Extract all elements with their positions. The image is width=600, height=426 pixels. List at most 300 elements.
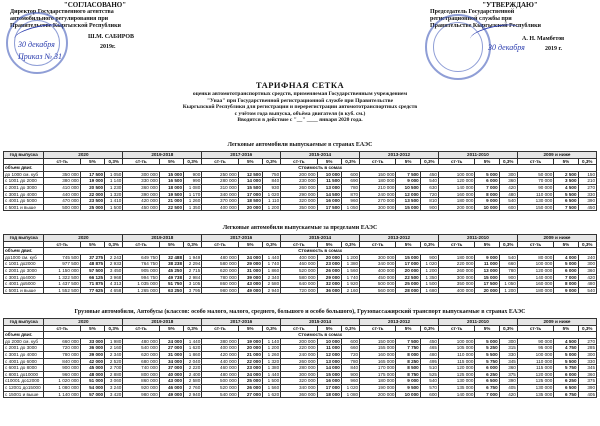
col-cost-header: ст-ть xyxy=(517,241,553,248)
approval-line: Правительстве Кыргызской Республики xyxy=(10,23,122,29)
col-cost-header: ст-ть xyxy=(123,241,159,248)
value-cell: 6 500 xyxy=(554,198,578,205)
value-cell: 810 xyxy=(420,198,438,205)
value-cell: 1 200 xyxy=(341,254,359,261)
section-title-eaeu-cars: Легковые автомобили выпускаемые в странах ЕАЭС xyxy=(227,142,373,148)
col-5pct-header: 5% xyxy=(238,325,262,332)
value-cell: 210 000 xyxy=(360,184,396,191)
col-cost-header: ст-ть xyxy=(281,158,317,165)
value-cell: 9 000 xyxy=(475,254,499,261)
value-cell: 140 000 xyxy=(438,391,474,398)
value-cell: 1 200 xyxy=(262,204,280,211)
value-cell: 200 000 xyxy=(360,391,396,398)
value-cell: 12 000 xyxy=(396,191,420,198)
value-cell: 600 xyxy=(499,204,517,211)
value-cell: 24 000 xyxy=(238,371,262,378)
value-cell: 1 080 xyxy=(341,391,359,398)
value-cell: 115 000 xyxy=(438,358,474,365)
value-cell: 170 000 xyxy=(360,365,396,372)
value-cell: 994 750 xyxy=(123,274,159,281)
value-cell: 350 000 xyxy=(438,281,474,288)
value-cell: 1 500 xyxy=(420,281,438,288)
value-cell: 26 000 xyxy=(317,267,341,274)
col-5pct-header: 5% xyxy=(238,241,262,248)
value-cell: 764 750 xyxy=(123,261,159,268)
value-cell: 90 000 xyxy=(517,184,553,191)
value-cell: 13 000 xyxy=(475,267,499,274)
value-cell: 22 500 xyxy=(159,204,183,211)
value-cell: 380 000 xyxy=(202,338,238,345)
value-cell: 7 500 xyxy=(554,204,578,211)
value-cell: 7 500 xyxy=(396,338,420,345)
value-cell: 180 000 xyxy=(438,198,474,205)
value-cell: 2 220 xyxy=(184,365,202,372)
col-cost-header: ст-ть xyxy=(360,158,396,165)
value-cell: 450 xyxy=(420,338,438,345)
col-cost-header: ст-ть xyxy=(281,241,317,248)
table-row xyxy=(4,184,597,191)
value-cell: 2 940 xyxy=(262,287,280,294)
value-cell: 17 500 xyxy=(475,281,499,288)
engine-volume-cell: с 12001 до15000 xyxy=(4,384,44,391)
value-cell: 260 000 xyxy=(438,267,474,274)
value-cell: 380 000 xyxy=(44,178,80,185)
value-cell: 3 968 xyxy=(105,274,123,281)
value-cell: 500 000 xyxy=(360,281,396,288)
table-row xyxy=(4,261,597,268)
value-cell: 21 000 xyxy=(159,198,183,205)
col-03pct-header: 0,3% xyxy=(184,325,202,332)
table-row xyxy=(4,345,597,352)
value-cell: 480 xyxy=(499,191,517,198)
value-cell: 16 000 xyxy=(317,378,341,385)
value-cell: 29 000 xyxy=(238,261,262,268)
value-cell: 1 740 xyxy=(262,261,280,268)
approval-line: автомобильного регулирования при xyxy=(10,16,109,22)
col-03pct-header: 0,3% xyxy=(499,325,517,332)
value-cell: 2 940 xyxy=(184,391,202,398)
value-cell: 2 160 xyxy=(105,345,123,352)
table-row xyxy=(4,287,597,294)
document-title: ТАРИФНАЯ СЕТКА xyxy=(255,80,345,90)
value-cell: 720 000 xyxy=(281,287,317,294)
value-cell: 300 xyxy=(499,171,517,178)
table-row xyxy=(4,191,597,198)
value-cell: 26 000 xyxy=(238,384,262,391)
value-cell: 120 000 xyxy=(517,267,553,274)
engine-volume-cell: с 5001 и выше xyxy=(4,287,44,294)
value-cell: 1 050 xyxy=(105,171,123,178)
col-cost-header: ст-ть xyxy=(438,241,474,248)
col-03pct-header: 0,3% xyxy=(578,241,596,248)
value-cell: 540 xyxy=(420,378,438,385)
col-cost-header: ст-ть xyxy=(123,325,159,332)
value-cell: 4 000 xyxy=(554,254,578,261)
value-cell: 51 000 xyxy=(80,378,104,385)
col-5pct-header: 5% xyxy=(317,241,341,248)
value-cell: 920 000 xyxy=(123,384,159,391)
signature-year-left: 2019г. xyxy=(100,44,116,50)
value-cell: 150 xyxy=(578,171,596,178)
col-03pct-header: 0,3% xyxy=(578,325,596,332)
value-cell: 600 xyxy=(420,391,438,398)
value-cell: 2 580 xyxy=(262,281,280,288)
value-cell: 4 750 xyxy=(554,345,578,352)
value-cell: 6 000 xyxy=(475,365,499,372)
value-cell: 500 000 xyxy=(202,378,238,385)
value-cell: 190 000 xyxy=(360,384,396,391)
value-cell: 8 250 xyxy=(396,358,420,365)
col-cost-header: ст-ть xyxy=(517,325,553,332)
value-cell: 16 500 xyxy=(159,178,183,185)
value-cell: 13 500 xyxy=(396,198,420,205)
value-cell: 270 000 xyxy=(360,198,396,205)
value-cell: 23 000 xyxy=(317,261,341,268)
col-5pct-header: 5% xyxy=(238,158,262,165)
value-cell: 960 xyxy=(341,378,359,385)
value-cell: 2 243 xyxy=(105,254,123,261)
table-row xyxy=(4,384,597,391)
value-cell: 15 500 xyxy=(238,184,262,191)
value-cell: 105 000 xyxy=(438,345,474,352)
col-03pct-header: 0,3% xyxy=(341,158,359,165)
value-cell: 600 xyxy=(341,171,359,178)
value-cell: 37 275 xyxy=(80,254,104,261)
value-cell: 1 150 000 xyxy=(44,267,80,274)
value-cell: 405 xyxy=(578,391,596,398)
value-cell: 5 250 xyxy=(475,345,499,352)
subtitle-line: Кыргызской Республики для регистрации и перерегистрации автомототранспортных средств xyxy=(182,104,418,110)
tariff-table-trucks-buses xyxy=(3,318,597,398)
value-cell: 330 xyxy=(499,351,517,358)
cost-in-som-label: Стоимость в сомах xyxy=(44,165,597,172)
value-cell: 580 000 xyxy=(281,274,317,281)
value-cell: 7 750 xyxy=(396,345,420,352)
value-cell: 2 580 xyxy=(184,378,202,385)
value-cell: 8 000 xyxy=(475,191,499,198)
value-cell: 1 440 xyxy=(262,254,280,261)
value-cell: 180 000 xyxy=(517,287,553,294)
value-cell: 15 000 xyxy=(396,254,420,261)
col-5pct-header: 5% xyxy=(80,158,104,165)
value-cell: 745 500 xyxy=(44,254,80,261)
engine-volume-cell: до 2000 см. куб xyxy=(4,338,44,345)
value-cell: 480 000 xyxy=(202,254,238,261)
value-cell: 360 000 xyxy=(281,391,317,398)
table-row xyxy=(4,171,597,178)
value-cell: 800 000 xyxy=(123,371,159,378)
value-cell: 280 000 xyxy=(281,365,317,372)
year-header: 2017-2016 xyxy=(202,152,281,159)
value-cell: 390 xyxy=(578,198,596,205)
value-cell: 420 000 xyxy=(123,198,159,205)
value-cell: 315 xyxy=(499,345,517,352)
value-cell: 220 000 xyxy=(281,345,317,352)
value-cell: 350 000 xyxy=(281,204,317,211)
col-cost-header: ст-ть xyxy=(281,325,317,332)
col-cost-header: ст-ть xyxy=(360,325,396,332)
value-cell: 270 xyxy=(578,184,596,191)
col-03pct-header: 0,3% xyxy=(341,325,359,332)
value-cell: 1 440 xyxy=(184,338,202,345)
value-cell: 10 000 xyxy=(396,391,420,398)
value-cell: 1 350 xyxy=(420,274,438,281)
value-cell: 2 160 xyxy=(341,287,359,294)
value-cell: 4 313 xyxy=(105,281,123,288)
value-cell: 900 xyxy=(420,204,438,211)
value-cell: 1 410 xyxy=(105,198,123,205)
value-cell: 2 040 xyxy=(184,358,202,365)
value-cell: 1 080 xyxy=(184,184,202,191)
col-5pct-header: 5% xyxy=(475,325,499,332)
value-cell: 2 294 xyxy=(184,261,202,268)
value-cell: 110 000 xyxy=(517,191,553,198)
value-cell: 18 500 xyxy=(238,198,262,205)
col-volume-label: объем двиг. xyxy=(4,165,44,172)
value-cell: 1 080 000 xyxy=(44,384,80,391)
engine-volume-cell: с 2001 до 3000 xyxy=(4,345,44,352)
value-cell: 130 000 xyxy=(517,384,553,391)
cost-in-som-label: Стоимость в сомах xyxy=(44,248,597,255)
value-cell: 1 020 xyxy=(420,261,438,268)
value-cell: 45 000 xyxy=(80,365,104,372)
value-cell: 400 000 xyxy=(202,204,238,211)
value-cell: 22 500 xyxy=(396,274,420,281)
value-cell: 90 000 xyxy=(517,338,553,345)
engine-volume-cell: с 5001 и выше xyxy=(4,204,44,211)
value-cell: 440 000 xyxy=(44,191,80,198)
value-cell: 17 000 xyxy=(396,261,420,268)
value-cell: 980 000 xyxy=(202,287,238,294)
year-header: 2019-2018 xyxy=(123,235,202,242)
table-row xyxy=(4,358,597,365)
value-cell: 1 860 xyxy=(262,267,280,274)
value-cell: 480 000 xyxy=(123,338,159,345)
value-cell: 840 xyxy=(341,365,359,372)
col-volume-label: объем двиг. xyxy=(4,248,44,255)
value-cell: 2 760 xyxy=(184,384,202,391)
table-row xyxy=(4,204,597,211)
value-cell: 500 000 xyxy=(44,204,80,211)
value-cell: 24 000 xyxy=(159,338,183,345)
value-cell: 15 000 xyxy=(475,274,499,281)
value-cell: 520 000 xyxy=(281,267,317,274)
value-cell: 3 795 xyxy=(184,287,202,294)
value-cell: 3 500 xyxy=(554,178,578,185)
value-cell: 57 500 xyxy=(80,267,104,274)
col-5pct-header: 5% xyxy=(159,158,183,165)
value-cell: 649 750 xyxy=(123,254,159,261)
value-cell: 40 000 xyxy=(159,371,183,378)
value-cell: 860 000 xyxy=(123,378,159,385)
value-cell: 320 000 xyxy=(281,378,317,385)
value-cell: 2 340 xyxy=(105,351,123,358)
col-03pct-header: 0,3% xyxy=(499,241,517,248)
value-cell: 160 000 xyxy=(360,351,396,358)
value-cell: 66 125 xyxy=(80,274,104,281)
subtitle-line: с учётом года выпуска, объёма двигателя (в куб. см.) xyxy=(234,110,366,117)
engine-volume-cell: с 3001 до 4000 xyxy=(4,351,44,358)
value-cell: 1 560 xyxy=(341,267,359,274)
value-cell: 780 xyxy=(341,358,359,365)
value-cell: 540 000 xyxy=(202,391,238,398)
engine-volume-cell: с 15001 и выше xyxy=(4,391,44,398)
engine-volume-cell: с 6001 до 8000 xyxy=(4,365,44,372)
value-cell: 14 000 xyxy=(238,178,262,185)
value-cell: 977 500 xyxy=(44,261,80,268)
value-cell: 350 000 xyxy=(44,171,80,178)
value-cell: 115 000 xyxy=(517,365,553,372)
engine-volume-cell: с 2001 до 3000 xyxy=(4,267,44,274)
col-5pct-header: 5% xyxy=(396,325,420,332)
engine-volume-cell: с 3001 до 4000 xyxy=(4,191,44,198)
value-cell: 1 350 xyxy=(184,204,202,211)
value-cell: 1 260 xyxy=(184,198,202,205)
value-cell: 3 240 xyxy=(105,384,123,391)
value-cell: 5 000 xyxy=(554,351,578,358)
value-cell: 135 000 xyxy=(438,384,474,391)
value-cell: 560 000 xyxy=(360,287,396,294)
signer-name-left: Ш.М. САБИРОВ xyxy=(88,34,135,40)
value-cell: 360 000 xyxy=(123,184,159,191)
engine-volume-cell: с 8001 до10000 xyxy=(4,371,44,378)
value-cell: 25 000 xyxy=(80,204,104,211)
value-cell: 5 000 xyxy=(554,261,578,268)
value-cell: 28 000 xyxy=(396,287,420,294)
value-cell: 6 750 xyxy=(554,391,578,398)
value-cell: 420 xyxy=(499,391,517,398)
col-cost-header: ст-ть xyxy=(202,241,238,248)
value-cell: 300 000 xyxy=(360,204,396,211)
value-cell: 1 200 xyxy=(499,287,517,294)
value-cell: 22 000 xyxy=(80,191,104,198)
value-cell: 1 620 xyxy=(262,391,280,398)
value-cell: 480 000 xyxy=(202,371,238,378)
value-cell: 15 000 xyxy=(317,371,341,378)
value-cell: 460 000 xyxy=(281,261,317,268)
value-cell: 20 000 xyxy=(475,287,499,294)
value-cell: 1 050 xyxy=(341,204,359,211)
value-cell: 5 500 xyxy=(554,358,578,365)
year-header: 2009 и ниже xyxy=(517,235,596,242)
year-header: 2011-2010 xyxy=(438,152,517,159)
value-cell: 1 265 000 xyxy=(123,287,159,294)
value-cell: 38 238 xyxy=(159,261,183,268)
value-cell: 48 875 xyxy=(80,261,104,268)
value-cell: 160 000 xyxy=(438,191,474,198)
value-cell: 220 000 xyxy=(438,261,474,268)
col-cost-header: ст-ть xyxy=(44,241,80,248)
engine-volume-cell: с10001 до12000 xyxy=(4,378,44,385)
value-cell: 330 000 xyxy=(123,178,159,185)
value-cell: 540 xyxy=(499,198,517,205)
value-cell: 135 000 xyxy=(517,391,553,398)
value-cell: 7 000 xyxy=(475,391,499,398)
col-03pct-header: 0,3% xyxy=(578,158,596,165)
col-5pct-header: 5% xyxy=(317,158,341,165)
value-cell: 11 500 xyxy=(317,178,341,185)
table-row xyxy=(4,198,597,205)
subtitle-line: оценки автомототранспортных средств, применяемая Государственным учреждением xyxy=(192,91,408,97)
value-cell: 540 xyxy=(578,287,596,294)
value-cell: 780 xyxy=(341,184,359,191)
value-cell: 7 000 xyxy=(475,184,499,191)
value-cell: 31 000 xyxy=(159,351,183,358)
value-cell: 100 000 xyxy=(517,261,553,268)
value-cell: 29 000 xyxy=(317,274,341,281)
col-5pct-header: 5% xyxy=(475,241,499,248)
value-cell: 17 000 xyxy=(238,191,262,198)
value-cell: 1 170 xyxy=(184,191,202,198)
value-cell: 7 000 xyxy=(554,274,578,281)
year-header: 2019-2018 xyxy=(123,152,202,159)
value-cell: 540 xyxy=(420,178,438,185)
value-cell: 120 000 xyxy=(517,371,553,378)
value-cell: 900 000 xyxy=(44,365,80,372)
value-cell: 260 000 xyxy=(281,184,317,191)
value-cell: 6 000 xyxy=(554,371,578,378)
value-cell: 1 110 xyxy=(262,198,280,205)
value-cell: 660 000 xyxy=(44,338,80,345)
value-cell: 100 000 xyxy=(517,351,553,358)
value-cell: 16 000 xyxy=(317,198,341,205)
value-cell: 1 440 xyxy=(262,371,280,378)
year-header: 2015-2014 xyxy=(281,235,360,242)
value-cell: 36 000 xyxy=(317,287,341,294)
value-cell: 6 250 xyxy=(475,371,499,378)
year-header: 2013-2012 xyxy=(360,235,439,242)
value-cell: 2 715 xyxy=(184,267,202,274)
year-header: 2013-2012 xyxy=(360,152,439,159)
value-cell: 570 xyxy=(420,384,438,391)
value-cell: 7 500 xyxy=(396,171,420,178)
value-cell: 1 980 xyxy=(105,338,123,345)
value-cell: 27 000 xyxy=(238,391,262,398)
value-cell: 480 xyxy=(420,351,438,358)
engine-volume-cell: с 3001 до4000 xyxy=(4,274,44,281)
value-cell: 720 xyxy=(341,351,359,358)
value-cell: 525 xyxy=(420,371,438,378)
value-cell: 15 000 xyxy=(159,171,183,178)
value-cell: 4 658 xyxy=(105,287,123,294)
value-cell: 14 500 xyxy=(317,191,341,198)
value-cell: 17 000 xyxy=(317,384,341,391)
value-cell: 9 500 xyxy=(396,384,420,391)
value-cell: 32 488 xyxy=(159,254,183,261)
value-cell: 57 000 xyxy=(80,391,104,398)
value-cell: 9 000 xyxy=(396,178,420,185)
value-cell: 48 000 xyxy=(80,371,104,378)
value-cell: 5 750 xyxy=(554,365,578,372)
value-cell: 1 035 000 xyxy=(123,281,159,288)
value-cell: 22 000 xyxy=(238,358,262,365)
table-row xyxy=(4,391,597,398)
value-cell: 80 000 xyxy=(517,254,553,261)
year-header: 2011-2010 xyxy=(438,235,517,242)
approval-line: Председатель Государственной xyxy=(430,9,515,15)
value-cell: 1 140 000 xyxy=(44,391,80,398)
value-cell: 51 750 xyxy=(159,281,183,288)
value-cell: 15 000 xyxy=(396,204,420,211)
value-cell: 9 000 xyxy=(554,287,578,294)
value-cell: 520 000 xyxy=(202,384,238,391)
value-cell: 2 500 xyxy=(554,171,578,178)
value-cell: 17 500 xyxy=(80,171,104,178)
value-cell: 9 000 xyxy=(475,198,499,205)
value-cell: 140 000 xyxy=(517,274,553,281)
engine-volume-cell: с 4001 до 5000 xyxy=(4,198,44,205)
value-cell: 375 xyxy=(578,378,596,385)
